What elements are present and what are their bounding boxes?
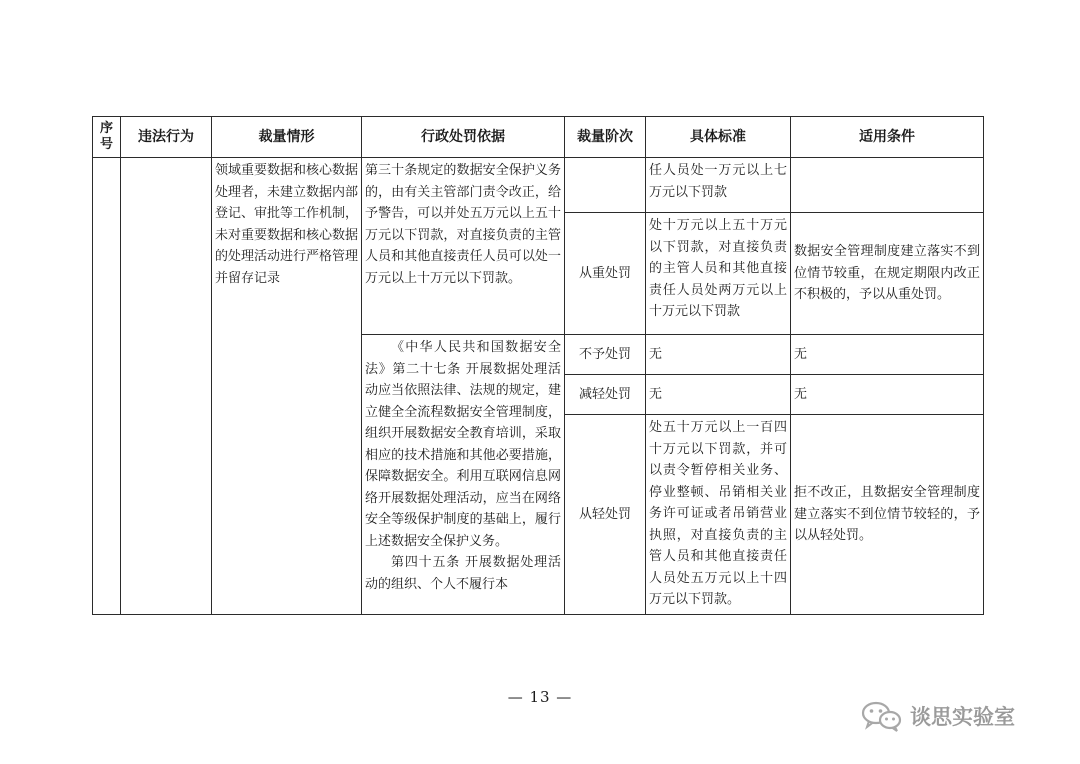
standard-cell: 无 bbox=[646, 375, 791, 415]
header-cell: 裁量情形 bbox=[212, 117, 362, 158]
basis-cell bbox=[362, 335, 565, 615]
condition-cell bbox=[791, 158, 984, 213]
header-cell: 序号 bbox=[93, 117, 121, 158]
header-cell: 适用条件 bbox=[791, 117, 984, 158]
basis-cell: 第三十条规定的数据安全保护义务的，由有关主管部门责令改正，给予警告，可以并处五万元以上五十万元以下罚款，对直接负责的主管人员和其他直接责任人员可以处一万元以上十万元以下罚款。 bbox=[362, 158, 565, 335]
condition-cell: 拒不改正，且数据安全管理制度建立落实不到位情节较轻的，予以从轻处罚。 bbox=[791, 415, 984, 615]
watermark bbox=[860, 698, 1060, 734]
basis-article-27: 《中华人民共和国数据安全法》第二十七条 开展数据处理活动应当依照法律、法规的规定，建立健全全流程数据安全管理制度，组织开展数据安全教育培训，采取相应的技术措施和其他必要措施，保障数据安全。利用互联网信息网络开展数据处理活动，应当在网络安全等级保护制度的基础上，履行上述数据安全保护义务。 bbox=[365, 340, 561, 549]
situation-cell: 领域重要数据和核心数据处理者，未建立数据内部登记、审批等工作机制，未对重要数据和核心数据的处理活动进行严格管理并留存记录 bbox=[212, 158, 362, 615]
standard-cell: 处五十万元以上一百四十万元以下罚款，并可以责令暂停相关业务、停业整顿、吊销相关业务许可证或者吊销营业执照，对直接负责的主管人员和其他直接责任人员处五万元以上十四万元以下罚款。 bbox=[646, 415, 791, 615]
header-row bbox=[93, 117, 984, 158]
standard-cell: 无 bbox=[646, 335, 791, 375]
violation-cell bbox=[121, 158, 212, 615]
condition-cell: 无 bbox=[791, 335, 984, 375]
page-number: — 13 — bbox=[507, 688, 573, 706]
condition-cell: 数据安全管理制度建立落实不到位情节较重，在规定期限内改正不积极的，予以从重处罚。 bbox=[791, 213, 984, 335]
level-cell: 减轻处罚 bbox=[565, 375, 646, 415]
standard-cell: 任人员处一万元以上七万元以下罚款 bbox=[646, 158, 791, 213]
level-cell: 从轻处罚 bbox=[565, 415, 646, 615]
level-cell: 从重处罚 bbox=[565, 213, 646, 335]
condition-cell: 无 bbox=[791, 375, 984, 415]
level-cell bbox=[565, 158, 646, 213]
standard-cell: 处十万元以上五十万元以下罚款，对直接负责的主管人员和其他直接责任人员处两万元以上十万元以下罚款 bbox=[646, 213, 791, 335]
header-cell: 行政处罚依据 bbox=[362, 117, 565, 158]
header-cell: 违法行为 bbox=[121, 117, 212, 158]
header-cell: 裁量阶次 bbox=[565, 117, 646, 158]
serial-cell bbox=[93, 158, 121, 615]
table-row bbox=[93, 158, 984, 213]
level-cell: 不予处罚 bbox=[565, 335, 646, 375]
basis-article-45: 第四十五条 开展数据处理活动的组织、个人不履行本 bbox=[365, 555, 561, 592]
penalty-table bbox=[92, 116, 984, 615]
header-cell: 具体标准 bbox=[646, 117, 791, 158]
wechat-logo-icon bbox=[860, 700, 904, 732]
watermark-text: 谈思实验室 bbox=[910, 705, 1015, 729]
